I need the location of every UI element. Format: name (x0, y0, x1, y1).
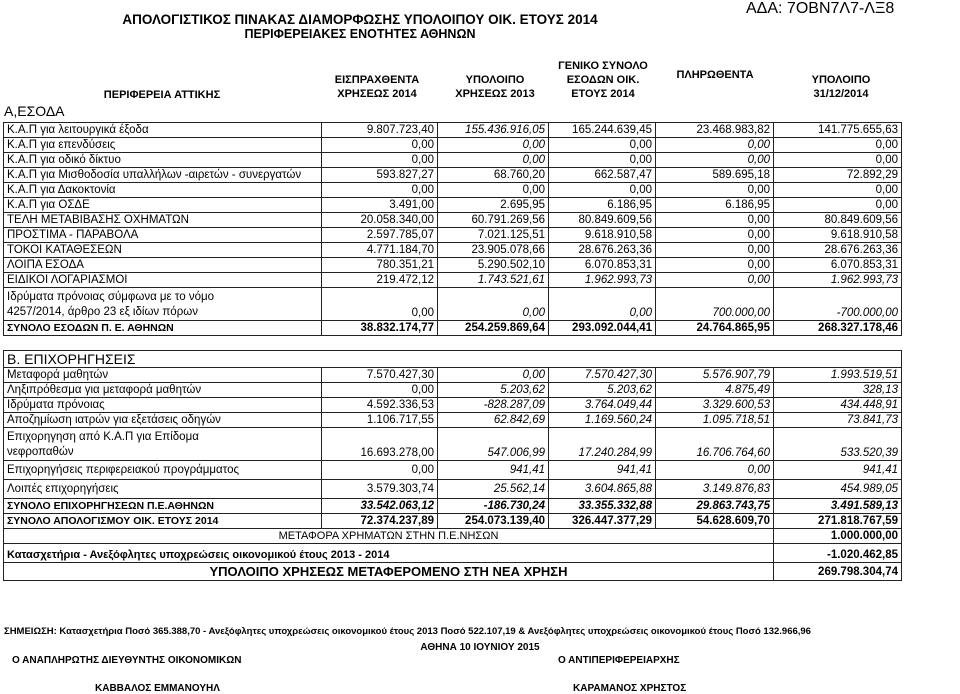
transfer-row: ΜΕΤΑΦΟΡΑ ΧΡΗΜΑΤΩΝ ΣΤΗΝ Π.Ε.ΝΗΣΩΝ 1.000.000,00 (4, 529, 902, 544)
section-b-row (4, 351, 902, 368)
table-row: Κ.Α.Π για Δακοκτονία 0,00 0,00 0,00 0,00 0,00 (4, 183, 902, 198)
table-row: Ιδρύματα πρόνοιας 4.592.336,53 -828.287,09 3.764.049,44 3.329.600,53 434.448,91 (4, 398, 902, 413)
header-paid: ΠΛΗΡΩΘΕΝΤΑ (676, 69, 754, 81)
header-balance-2014: ΥΠΟΛΟΙΠΟ 31/12/2014 (811, 74, 871, 100)
table-row: Μεταφορά μαθητών 7.570.427,30 0,00 7.570.427,30 5.576.907,79 1.993.519,51 (4, 368, 902, 383)
header-total-income: ΓΕΝΙΚΟ ΣΥΝΟΛΟ ΕΣΟΔΩΝ ΟΙΚ. ΕΤΟΥΣ 2014 (558, 60, 648, 100)
table-row: Κ.Α.Π για επενδύσεις 0,00 0,00 0,00 0,00 0,00 (4, 138, 902, 153)
ada-code: ΑΔΑ: 7ΟΒΝ7Λ7-ΛΞ8 (746, 0, 895, 17)
table-row: Ιδρύματα πρόνοιας σύμφωνα με το νόμο 4257/2014, άρθρο 23 εξ ιδίων πόρων 0,00 0,00 0,00 700.000,00 -700.000,00 (4, 288, 902, 321)
income-total-row: ΣΥΝΟΛΟ ΕΣΟΔΩΝ Π. Ε. ΑΘΗΝΩΝ 38.832.174,77 254.259.869,64 293.092.044,41 24.764.865,95 268.327.178,46 (4, 321, 902, 336)
table-row: Λοιπές επιχορηγήσεις 3.579.303,74 25.562,14 3.604.865,88 3.149.876,83 454.989,05 (4, 480, 902, 499)
signer-right-role: Ο ΑΝΤΙΠΕΡΙΦΕΡΕΙΑΡΧΗΣ (558, 655, 680, 666)
signer-left-role: Ο ΑΝΑΠΛΗΡΩΤΗΣ ΔΙΕΥΘΥΝΤΗΣ ΟΙΚΟΝΟΜΙΚΩΝ (12, 655, 242, 666)
signer-left-name: ΚΑΒΒΑΛΟΣ ΕΜΜΑΝΟΥΗΛ (95, 683, 220, 694)
year-total-row: ΣΥΝΟΛΟ ΑΠΟΛΟΓΙΣΜΟΥ ΟΙΚ. ΕΤΟΥΣ 2014 72.374.237,89 254.073.139,40 326.447.377,29 54.628.609,70 271.818.767,59 (4, 514, 902, 529)
table-row: Κ.Α.Π για ΟΣΔΕ 3.491,00 2.695,95 6.186,95 6.186,95 0,00 (4, 198, 902, 213)
table-row: ΠΡΟΣΤΙΜΑ - ΠΑΡΑΒΟΛΑ 2.597.785,07 7.021.125,51 9.618.910,58 0,00 9.618.910,58 (4, 228, 902, 243)
table-row: Αποζημίωση ιατρών για εξετάσεις οδηγών 1.106.717,55 62.842,69 1.169.560,24 1.095.718,51 73.841,73 (4, 413, 902, 428)
deposit-row: Κατασχετήρια - Ανεξόφλητες υποχρεώσεις οικονομικού έτους 2013 - 2014 -1.020.462,85 (4, 544, 902, 563)
table-row: Επιχορηγήσεις περιφερειακού προγράμματος 0,00 941,41 941,41 0,00 941,41 (4, 461, 902, 480)
section-a-title: Α,ΕΣΟΔΑ (4, 103, 65, 119)
main-table (3, 122, 902, 581)
section-b-title: Β. ΕΠΙΧΟΡΗΓΗΣΕΙΣ (4, 351, 902, 368)
header-collected: ΕΙΣΠΡΑΧΘΕΝΤΑ ΧΡΗΣΕΩΣ 2014 (334, 74, 420, 100)
header-region: ΠΕΡΙΦΕΡΕΙΑ ΑΤΤΙΚΗΣ (103, 89, 221, 101)
place-date: ΑΘΗΝΑ 10 ΙΟΥΝΙΟΥ 2015 (420, 642, 540, 653)
page-subtitle: ΠΕΡΙΦΕΡΕΙΑΚΕΣ ΕΝΟΤΗΤΕΣ ΑΘΗΝΩΝ (244, 27, 476, 41)
header-balance-2013: ΥΠΟΛΟΙΠΟ ΧΡΗΣΕΩΣ 2013 (455, 74, 535, 100)
table-row: Επιχορηγηση από Κ.Α.Π για Επίδομα νεφροπαθών 16.693.278,00 547.006,99 17.240.284,99 16.706.764,60 533.520,39 (4, 428, 902, 461)
grant-total-row: ΣΥΝΟΛΟ ΕΠΙΧΟΡΗΓΗΣΕΩΝ Π.Ε.ΑΘΗΝΩΝ 33.542.063,12 -186.730,24 33.355.332,88 29.863.743,75 3.491.589,13 (4, 499, 902, 514)
signer-right-name: ΚΑΡΑΜΑΝΟΣ ΧΡΗΣΤΟΣ (573, 683, 687, 694)
table-row: ΛΟΙΠΑ ΕΣΟΔΑ 780.351,21 5.290.502,10 6.070.853,31 0,00 6.070.853,31 (4, 258, 902, 273)
table-row: Κ.Α.Π για οδικό δίκτυο 0,00 0,00 0,00 0,00 0,00 (4, 153, 902, 168)
table-row: Κ.Α.Π για λειτουργικά έξοδα 9.807.723,40 155.436.916,05 165.244.639,45 23.468.983,82 141.775.655,63 (4, 123, 902, 138)
table-row: ΕΙΔΙΚΟΙ ΛΟΓΑΡΙΑΣΜΟΙ 219.472,12 1.743.521,61 1.962.993,73 0,00 1.962.993,73 (4, 273, 902, 288)
table-row: ΤΟΚΟΙ ΚΑΤΑΘΕΣΕΩΝ 4.771.184,70 23.905.078,66 28.676.263,36 0,00 28.676.263,36 (4, 243, 902, 258)
table-row: Κ.Α.Π για Μισθοδοσία υπαλλήλων -αιρετών - συνεργατών 593.827,27 68.760,20 662.587,47 589.695,18 72.892,29 (4, 168, 902, 183)
footnote: ΣΗΜΕΙΩΣΗ: Κατασχετήρια Ποσό 365.388,70 - Ανεξόφλητες υποχρεώσεις οικονομικού έτους 2013 Ποσό 522.107,19 & Ανεξόφλητες υποχρεώσεις οικονομικού έτους Ποσό 132.966,96 (4, 626, 811, 637)
table-row: ΤΕΛΗ ΜΕΤΑΒΙΒΑΣΗΣ ΟΧΗΜΑΤΩΝ 20.058.340,00 60.791.269,56 80.849.609,56 0,00 80.849.609,56 (4, 213, 902, 228)
page-title: ΑΠΟΛΟΓΙΣΤΙΚΟΣ ΠΙΝΑΚΑΣ ΔΙΑΜΟΡΦΩΣΗΣ ΥΠΟΛΟΙΠΟΥ ΟΙΚ. ΕΤΟΥΣ 2014 (122, 12, 598, 27)
carryover-row: ΥΠΟΛΟΙΠΟ ΧΡΗΣΕΩΣ ΜΕΤΑΦΕΡΟΜΕΝΟ ΣΤΗ ΝΕΑ ΧΡΗΣΗ 269.798.304,74 (4, 563, 902, 581)
table-row: Ληξιπρόθεσμα για μεταφορά μαθητών 0,00 5.203,62 5.203,62 4.875,49 328,13 (4, 383, 902, 398)
